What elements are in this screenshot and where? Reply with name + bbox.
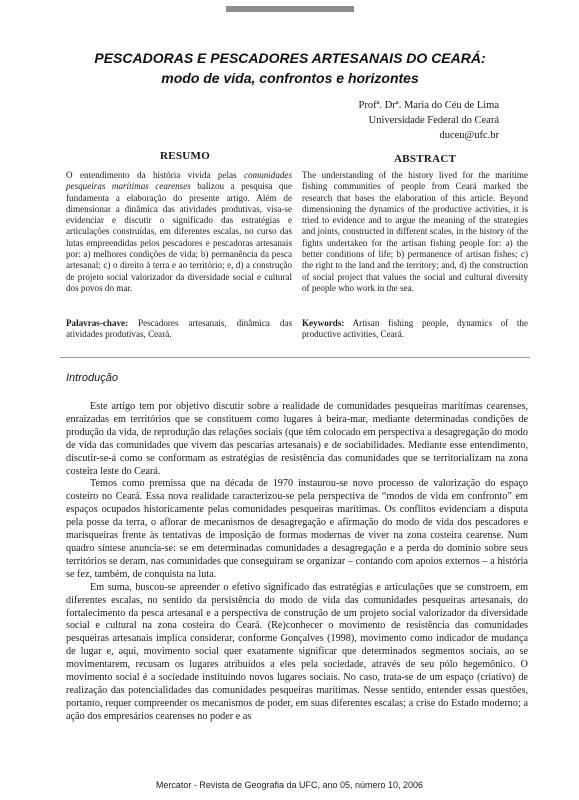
- title-line-1: PESCADORAS E PESCADORES ARTESANAIS DO CEARÁ:: [94, 50, 486, 66]
- intro-paragraph-1: Este artigo tem por objetivo discutir sobre a realidade de comunidades pesqueiras marítimas cearenses, enraizadas em territórios que se constituem como lugares à beira-mar, mediante determinadas condições de produção da vida, de reprodução das relações sociais (que têm colocado em perspectiva a desagregação do modo de vida das comunidades que vivem das pescarias artesanais) e de sociabilidades. Mediante esse entendimento, discutir-se-á como se conformam as estratégias de resistência das comunidades que se territorializam na zona costeira leste do Ceará.: [66, 401, 528, 477]
- resumo-keywords: [66, 318, 292, 341]
- intro-paragraph-2: Temos como premissa que na década de 1970 instaurou-se novo processo de valorização do espaço costeiro no Ceará. Essa nova realidade caracterizou-se pela perspectiva de “modos de vida em confronto” em espaços ocupados historicamente pelas comunidades pesqueiras marítimas. Os conflitos evidenciam a disputa pela posse da terra, o aflorar de mecanismos de desagregação e afirmação do modo de vida dos pescadores e marisqueiras frente às tentativas de imposição de formas modernas de viver na zona costeira cearense. Num quadro síntese anuncia-se: se em determinadas comunidades a desagregação e a perda do domínio sobre seus territórios se deram, nas comunidades que conseguiram se organizar – contando com apoios externos – a história se fez, também, de conquista na luta.: [66, 478, 528, 580]
- journal-footer: Mercator - Revista de Geografia da UFC, ano 05, número 10, 2006: [155, 780, 424, 790]
- introducao-heading: Introdução: [66, 372, 118, 384]
- resumo-body: [66, 170, 292, 294]
- top-decorative-bar: [226, 6, 354, 12]
- introducao-body: [66, 401, 528, 724]
- abstract-heading: ABSTRACT: [394, 153, 457, 165]
- abstract-keywords: [302, 318, 528, 341]
- resumo-heading: RESUMO: [160, 150, 211, 162]
- section-divider: [60, 357, 530, 358]
- intro-paragraph-3: Em suma, buscou-se apreender o efetivo significado das estratégias e articulações que se constroem, em diferentes escalas, no sentido da persistência do modo de vida das comunidades pesqueiras artesanais, do fortalecimento da pesca artesanal e a perspectiva de construção de um projeto social valorizador da diversidade social e cultural na zona costeira do Ceará. (Re)conhecer o movimento de resistência das comunidades pesqueiras artesanais implica considerar, conforme Gonçalves (1998), movimento como indicador de mudança de lugar e, aqui, movimento social quer exatamente significar que determinados segmentos sociais, ao se movimentarem, recusam os lugares atribuídos a eles pela sociedade, através de seu pólo hegemônico. O movimento social é a sociedade instituindo novos lugares sociais. No caso, trata-se de um espaço (criativo) de realização das potencialidades das comunidades pesqueiras marítimas. Nesse sentido, entender essas questões, portanto, requer compreender os mecanismos de poder, em suas diferentes escalas; a crise do Estado moderno; a ação dos empresários cearenses no poder e as: [66, 581, 528, 722]
- title-line-2: modo de vida, confrontos e horizontes: [161, 70, 419, 86]
- resumo-emphasis: comunidades pesqueiras marítimas cearenses: [66, 170, 292, 192]
- abstract-text: The understanding of the history lived for the maritime fishing communities of people from Ceará marked the research that bases the elaboration of this article. Beyond dimensioning the dynamics of the productive activities, it is tried to evidence and to argue the meaning of the strategies and joints, constructed in different scales, in the history of the fights undertaken for the artisan fishing people for: a) the better conditions of life; b) permanence of artisan fishes; c) the right to the land and the territory; and, d) the construction of social project that values the social and cultural diversity of people who work in the sea.: [302, 170, 528, 293]
- resumo-keywords-label: Palavras-chave:: [66, 318, 129, 328]
- abstract-keywords-text: Artisan fishing people, dynamics of the productive activities, Ceará.: [302, 318, 528, 340]
- abstract-keywords-label: Keywords:: [302, 318, 345, 328]
- author-email: duceu@ufc.br: [439, 130, 499, 141]
- author-block: [358, 98, 499, 143]
- abstract-body: [302, 170, 528, 294]
- article-title: [40, 48, 540, 88]
- resumo-text: O entendimento da história vivida pelas comunidades pesqueiras marítimas cearenses balizou a pesquisa que fundamenta a elaboração do presente artigo. Além de dimensionar a dinâmica das atividades produtivas, visa-se evidenciar e discutir o significado das estratégias e articulações construídas, em diferentes escalas, no curso das lutas empreendidas pelos pescadores e pescadoras artesanais por: a) melhores condições de vida; b) permanência da pesca artesanal; c) o direito à terra e ao território; e, d) a construção de projeto social valorizador da diversidade social e cultural dos povos do mar.: [66, 170, 293, 293]
- author-name: Profª. Drª. Maria do Céu de Lima: [358, 100, 499, 111]
- author-affiliation: Universidade Federal do Ceará: [368, 115, 499, 126]
- resumo-keywords-text: Pescadores artesanais, dinâmica das atividades produtivas, Ceará.: [66, 318, 292, 340]
